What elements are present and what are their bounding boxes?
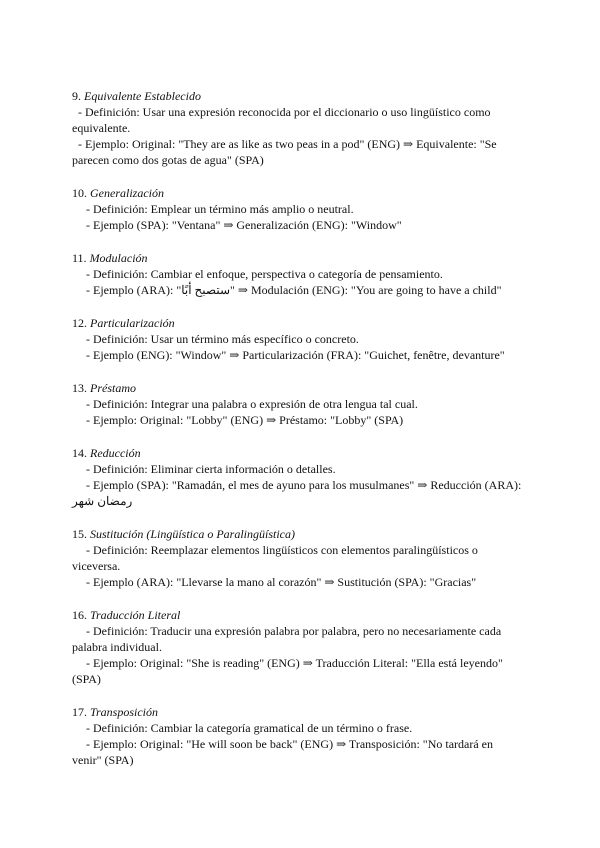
entry-number: 9. — [72, 89, 81, 103]
example-prefix: - Ejemplo (ARA): " — [86, 283, 182, 297]
entry-name: Sustitución (Lingüística o Paralingüística) — [90, 527, 295, 541]
entry-name: Generalización — [90, 186, 164, 200]
entry-definition-continued: palabra individual. — [72, 640, 162, 654]
entry-definition: - Definición: Traducir una expresión palabra por palabra, pero no necesariamente cada — [86, 624, 502, 638]
entry-number: 13. — [72, 381, 87, 395]
entry-example: - Ejemplo: Original: "He will soon be back" (ENG) ⇒ Transposición: "No tardará en — [86, 737, 494, 751]
entry-definition: - Definición: Cambiar la categoría gramatical de un término o frase. — [86, 721, 413, 735]
entry-title — [72, 250, 534, 266]
entry-number: 14. — [72, 446, 87, 460]
entry-definition-continued: viceversa. — [72, 559, 121, 573]
entry-number: 12. — [72, 316, 87, 330]
entry-title — [72, 445, 534, 461]
entry-example-continued: (SPA) — [72, 672, 101, 686]
entry-example-continued: venir" (SPA) — [72, 753, 134, 767]
entry-name: Transposición — [90, 705, 159, 719]
entry-title — [72, 704, 534, 720]
entry-name: Traducción Literal — [90, 608, 181, 622]
entry-number: 17. — [72, 705, 87, 719]
arabic-phrase: ستصبح أبًا — [181, 283, 230, 297]
entry-definition: - Definición: Usar un término más específico o concreto. — [86, 332, 359, 346]
technique-entry — [72, 250, 534, 298]
entry-example: - Ejemplo (SPA): "Ramadán, el mes de ayuno para los musulmanes" ⇒ Reducción (ARA): — [86, 478, 522, 492]
entry-name: Modulación — [89, 251, 148, 265]
technique-list — [72, 88, 534, 785]
technique-entry — [72, 88, 534, 168]
entry-title — [72, 526, 534, 542]
entry-example: - Ejemplo (SPA): "Ventana" ⇒ Generalización (ENG): "Window" — [86, 218, 402, 232]
technique-entry — [72, 704, 534, 768]
technique-entry — [72, 445, 534, 509]
technique-entry — [72, 526, 534, 590]
entry-title — [72, 185, 534, 201]
entry-example-continued: parecen como dos gotas de agua" (SPA) — [72, 153, 264, 167]
entry-example: - Ejemplo: Original: "She is reading" (ENG) ⇒ Traducción Literal: "Ella está leyendo" — [86, 656, 503, 670]
entry-title — [72, 380, 534, 396]
entry-title — [72, 607, 534, 623]
entry-example: - Ejemplo (ARA): "Llevarse la mano al corazón" ⇒ Sustitución (SPA): "Gracias" — [86, 575, 477, 589]
entry-title — [72, 88, 534, 104]
entry-example: - Ejemplo: Original: "They are as like as two peas in a pod" (ENG) ⇒ Equivalente: "Se — [78, 137, 497, 151]
entry-title — [72, 315, 534, 331]
technique-entry — [72, 185, 534, 233]
entry-number: 10. — [72, 186, 87, 200]
entry-example-continued — [72, 493, 534, 509]
entry-definition: - Definición: Integrar una palabra o expresión de otra lengua tal cual. — [86, 397, 418, 411]
entry-definition: - Definición: Usar una expresión reconocida por el diccionario o uso lingüístico como — [78, 105, 491, 119]
entry-number: 11. — [72, 251, 87, 265]
entry-example — [72, 282, 534, 298]
entry-definition: - Definición: Reemplazar elementos lingüísticos con elementos paralingüísticos o — [86, 543, 478, 557]
entry-definition-continued: equivalente. — [72, 121, 131, 135]
entry-name: Reducción — [90, 446, 141, 460]
example-suffix: " ⇒ Modulación (ENG): "You are going to have a child" — [230, 283, 502, 297]
entry-number: 15. — [72, 527, 87, 541]
technique-entry — [72, 380, 534, 428]
entry-definition: - Definición: Cambiar el enfoque, perspectiva o categoría de pensamiento. — [86, 267, 443, 281]
technique-entry — [72, 315, 534, 363]
entry-name: Equivalente Establecido — [84, 89, 201, 103]
entry-definition: - Definición: Eliminar cierta información o detalles. — [86, 462, 336, 476]
entry-number: 16. — [72, 608, 87, 622]
technique-entry — [72, 607, 534, 687]
entry-definition: - Definición: Emplear un término más amplio o neutral. — [86, 202, 354, 216]
entry-example: - Ejemplo: Original: "Lobby" (ENG) ⇒ Préstamo: "Lobby" (SPA) — [86, 413, 404, 427]
entry-example: - Ejemplo (ENG): "Window" ⇒ Particularización (FRA): "Guichet, fenêtre, devanture" — [86, 348, 505, 362]
entry-name: Particularización — [90, 316, 175, 330]
entry-name: Préstamo — [90, 381, 136, 395]
arabic-phrase: رمضان شهر — [72, 494, 133, 508]
